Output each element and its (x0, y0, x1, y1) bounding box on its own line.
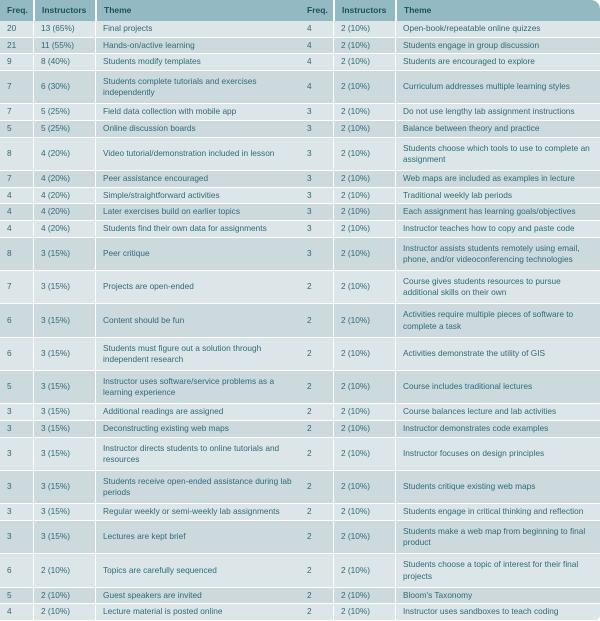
cell-freq: 2 (307, 381, 312, 392)
table-row (0, 521, 300, 554)
table-header-row-left (0, 0, 300, 21)
cell-freq: 2 (307, 314, 312, 325)
cell-instructors: 2 (10%) (333, 71, 395, 103)
table-row (0, 138, 300, 171)
cell-instructors: 2 (10%) (333, 54, 395, 70)
cell-theme-text: Do not use lengthy lab assignment instructions (403, 106, 575, 117)
cell-theme-text: Students critique existing web maps (403, 481, 536, 492)
cell-instructors: 4 (20%) (33, 171, 95, 187)
cell-freq: 6 (7, 314, 12, 325)
cell-instructors: 3 (15%) (33, 521, 95, 553)
column-header-instructors-left: Instructors (33, 0, 95, 21)
table-row (0, 21, 300, 38)
cell-freq: 3 (307, 189, 312, 200)
cell-freq: 20 (7, 23, 17, 34)
table-row (300, 554, 600, 588)
cell-theme-text: Each assignment has learning goals/objectives (403, 206, 576, 217)
cell-freq: 3 (7, 423, 12, 434)
cell-theme-text: Instructor assists students remotely using email, phone, and/or videoconferencing technologies (403, 242, 580, 264)
cell-theme (395, 338, 600, 370)
table-row (0, 504, 300, 521)
column-header-freq-right: Freq. (307, 5, 328, 15)
cell-freq: 2 (307, 589, 312, 600)
cell-instructors: 2 (10%) (333, 271, 395, 303)
cell-theme (95, 54, 300, 70)
cell-theme (95, 521, 300, 553)
cell-instructors: 2 (10%) (333, 38, 395, 53)
cell-theme (395, 438, 600, 470)
cell-theme-text: Instructor focuses on design principles (403, 448, 545, 459)
cell-instructors: 2 (10%) (333, 421, 395, 437)
cell-theme (395, 554, 600, 587)
cell-instructors: 5 (25%) (33, 121, 95, 137)
table-row (300, 38, 600, 54)
cell-theme (395, 38, 600, 53)
cell-theme-text: Lectures are kept brief (103, 531, 186, 542)
cell-theme-text: Students find their own data for assignments (103, 223, 267, 234)
cell-instructors: 4 (20%) (33, 221, 95, 237)
cell-freq: 5 (7, 381, 12, 392)
table-row (0, 188, 300, 204)
cell-theme-text: Traditional weekly lab periods (403, 189, 512, 200)
table-row (0, 554, 300, 588)
cell-freq: 5 (7, 123, 12, 134)
table-row (300, 71, 600, 104)
cell-instructors: 2 (10%) (333, 588, 395, 603)
cell-theme-text: Video tutorial/demonstration included in lesson (103, 148, 275, 159)
cell-instructors: 2 (10%) (33, 588, 95, 603)
cell-theme (95, 604, 300, 620)
cell-theme-text: Curriculum addresses multiple learning styles (403, 81, 570, 92)
cell-theme (95, 171, 300, 187)
column-header-instructors-right: Instructors (333, 0, 395, 21)
cell-theme-text: Course gives students resources to pursue additional skills on their own (403, 275, 561, 297)
table-row (300, 604, 600, 621)
cell-instructors: 2 (10%) (333, 188, 395, 203)
cell-theme (395, 521, 600, 553)
cell-theme-text: Activities require multiple pieces of software to complete a task (403, 309, 574, 331)
cell-freq: 8 (7, 148, 12, 159)
table-row (0, 238, 300, 271)
cell-instructors: 2 (10%) (333, 138, 395, 170)
cell-freq: 3 (307, 173, 312, 184)
cell-freq: 4 (7, 189, 12, 200)
table-row (0, 588, 300, 604)
cell-theme (95, 471, 300, 503)
table-row (300, 188, 600, 204)
table-row (0, 371, 300, 404)
cell-theme-text: Instructor uses software/service problems as a learning experience (103, 375, 275, 397)
cell-theme-text: Field data collection with mobile app (103, 106, 237, 117)
cell-freq: 2 (307, 448, 312, 459)
table-row (300, 438, 600, 471)
table-row (0, 121, 300, 138)
cell-freq: 4 (7, 606, 12, 617)
cell-instructors: 2 (10%) (33, 554, 95, 587)
cell-theme-text: Regular weekly or semi-weekly lab assignments (103, 506, 280, 517)
cell-theme-text: Students must figure out a solution through independent research (103, 342, 262, 364)
cell-theme (95, 138, 300, 170)
cell-theme (395, 104, 600, 120)
cell-instructors: 3 (15%) (33, 421, 95, 437)
cell-theme (95, 588, 300, 603)
cell-freq: 2 (307, 564, 312, 575)
cell-theme (95, 121, 300, 137)
cell-theme (395, 371, 600, 403)
table-row (0, 404, 300, 421)
table-row (0, 71, 300, 104)
cell-instructors: 3 (15%) (33, 504, 95, 520)
cell-freq: 3 (7, 481, 12, 492)
cell-instructors: 2 (10%) (333, 521, 395, 553)
cell-theme (395, 21, 600, 37)
cell-theme-text: Students make a web map from beginning to final product (403, 525, 586, 547)
cell-freq: 3 (307, 106, 312, 117)
cell-instructors: 3 (15%) (33, 304, 95, 337)
cell-theme-text: Projects are open-ended (103, 281, 194, 292)
cell-theme-text: Later exercises build on earlier topics (103, 206, 240, 217)
cell-theme-text: Open-book/repeatable online quizzes (403, 23, 541, 34)
cell-theme-text: Web maps are included as examples in lecture (403, 173, 575, 184)
cell-freq: 2 (307, 406, 312, 417)
cell-instructors: 3 (15%) (33, 238, 95, 270)
cell-theme-text: Students choose which tools to use to complete an assignment (403, 142, 590, 164)
cell-instructors: 3 (15%) (33, 371, 95, 403)
cell-theme-text: Instructor demonstrates code examples (403, 423, 549, 434)
cell-instructors: 5 (25%) (33, 104, 95, 120)
cell-theme (395, 221, 600, 237)
cell-theme-text: Deconstructing existing web maps (103, 423, 229, 434)
cell-theme-text: Online discussion boards (103, 123, 196, 134)
cell-freq: 7 (7, 106, 12, 117)
cell-instructors: 2 (10%) (33, 604, 95, 620)
cell-theme-text: Students complete tutorials and exercises independently (103, 75, 257, 97)
cell-theme (95, 304, 300, 337)
table-body-right (300, 21, 600, 621)
cell-theme-text: Course balances lecture and lab activities (403, 406, 557, 417)
cell-instructors: 6 (30%) (33, 71, 95, 103)
cell-theme-text: Instructor uses sandboxes to teach coding (403, 606, 559, 617)
cell-theme-text: Balance between theory and practice (403, 123, 540, 134)
cell-theme-text: Lecture material is posted online (103, 606, 223, 617)
cell-theme (395, 71, 600, 103)
table-row (300, 271, 600, 304)
cell-theme (95, 204, 300, 220)
cell-instructors: 2 (10%) (333, 304, 395, 337)
cell-theme (95, 188, 300, 203)
cell-freq: 7 (7, 173, 12, 184)
cell-freq: 4 (307, 39, 312, 50)
cell-theme (395, 204, 600, 220)
cell-instructors: 2 (10%) (333, 554, 395, 587)
cell-freq: 5 (7, 589, 12, 600)
cell-freq: 3 (307, 123, 312, 134)
cell-theme-text: Final projects (103, 23, 153, 34)
cell-theme (395, 238, 600, 270)
cell-instructors: 2 (10%) (333, 471, 395, 503)
table-row (300, 304, 600, 338)
cell-freq: 2 (307, 281, 312, 292)
cell-freq: 3 (7, 506, 12, 517)
cell-freq: 3 (7, 406, 12, 417)
table-row (0, 421, 300, 438)
cell-instructors: 2 (10%) (333, 104, 395, 120)
table-row (0, 604, 300, 621)
cell-theme (395, 121, 600, 137)
cell-freq: 9 (7, 56, 12, 67)
cell-theme (95, 71, 300, 103)
cell-theme (395, 138, 600, 170)
cell-theme (395, 471, 600, 503)
table-row (0, 271, 300, 304)
cell-theme (95, 104, 300, 120)
cell-theme (395, 404, 600, 420)
column-header-theme-right: Theme (395, 0, 600, 21)
table-row (300, 521, 600, 554)
cell-theme (95, 271, 300, 303)
cell-instructors: 2 (10%) (333, 171, 395, 187)
cell-freq: 6 (7, 348, 12, 359)
cell-theme (395, 171, 600, 187)
cell-theme-text: Peer critique (103, 248, 150, 259)
cell-theme-text: Students choose a topic of interest for their final projects (403, 559, 579, 581)
cell-theme (95, 554, 300, 587)
table-half-right (300, 0, 600, 621)
table-row (300, 421, 600, 438)
cell-theme-text: Activities demonstrate the utility of GIS (403, 348, 546, 359)
cell-instructors: 2 (10%) (333, 238, 395, 270)
cell-theme-text: Content should be fun (103, 314, 185, 325)
cell-instructors: 13 (65%) (33, 21, 95, 37)
table-row (300, 338, 600, 371)
cell-freq: 4 (307, 81, 312, 92)
cell-freq: 3 (307, 223, 312, 234)
cell-instructors: 2 (10%) (333, 371, 395, 403)
table-header-row-right (300, 0, 600, 21)
column-header-theme-left: Theme (95, 0, 300, 21)
cell-theme-text: Students receive open-ended assistance during lab periods (103, 475, 292, 497)
cell-freq: 2 (307, 423, 312, 434)
cell-theme-text: Peer assistance encouraged (103, 173, 209, 184)
cell-theme (95, 238, 300, 270)
cell-theme (395, 304, 600, 337)
cell-instructors: 2 (10%) (333, 121, 395, 137)
cell-freq: 21 (7, 39, 17, 50)
table-row (300, 238, 600, 271)
cell-freq: 2 (307, 348, 312, 359)
cell-instructors: 2 (10%) (333, 204, 395, 220)
cell-theme-text: Students modify templates (103, 56, 201, 67)
cell-instructors: 2 (10%) (333, 404, 395, 420)
cell-theme (395, 188, 600, 203)
cell-theme-text: Students are encouraged to explore (403, 56, 535, 67)
cell-theme-text: Course includes traditional lectures (403, 381, 533, 392)
cell-freq: 3 (7, 531, 12, 542)
cell-freq: 4 (307, 23, 312, 34)
cell-theme-text: Students engage in critical thinking and reflection (403, 506, 584, 517)
cell-freq: 3 (307, 206, 312, 217)
cell-theme (95, 421, 300, 437)
cell-theme (395, 604, 600, 620)
table-row (300, 221, 600, 238)
cell-theme (95, 371, 300, 403)
table-row (0, 221, 300, 238)
cell-instructors: 3 (15%) (33, 438, 95, 470)
table-row (0, 104, 300, 121)
cell-theme-text: Topics are carefully sequenced (103, 564, 217, 575)
cell-theme (395, 504, 600, 520)
cell-freq: 3 (7, 448, 12, 459)
table-row (300, 171, 600, 188)
table-body-left (0, 21, 300, 621)
cell-theme (95, 38, 300, 53)
cell-freq: 2 (307, 531, 312, 542)
cell-instructors: 2 (10%) (333, 221, 395, 237)
table-row (0, 438, 300, 471)
cell-theme (395, 271, 600, 303)
table-row (300, 138, 600, 171)
table-row (0, 171, 300, 188)
table-row (300, 104, 600, 121)
cell-freq: 2 (307, 506, 312, 517)
cell-theme-text: Students engage in group discussion (403, 39, 540, 50)
cell-theme-text: Instructor directs students to online tutorials and resources (103, 442, 280, 464)
table-row (0, 338, 300, 371)
table-row (300, 21, 600, 38)
cell-instructors: 3 (15%) (33, 471, 95, 503)
cell-instructors: 2 (10%) (333, 604, 395, 620)
cell-instructors: 8 (40%) (33, 54, 95, 70)
table-row (300, 404, 600, 421)
cell-theme-text: Additional readings are assigned (103, 406, 224, 417)
cell-theme-text: Instructor teaches how to copy and paste code (403, 223, 575, 234)
table-row (300, 204, 600, 221)
cell-freq: 4 (7, 223, 12, 234)
cell-instructors: 4 (20%) (33, 204, 95, 220)
cell-theme (95, 338, 300, 370)
table-row (300, 54, 600, 71)
cell-freq: 2 (307, 481, 312, 492)
cell-theme-text: Hands-on/active learning (103, 39, 195, 50)
table-row (300, 121, 600, 138)
cell-instructors: 4 (20%) (33, 138, 95, 170)
cell-theme (95, 438, 300, 470)
table-row (300, 504, 600, 521)
table-row (300, 471, 600, 504)
cell-instructors: 3 (15%) (33, 404, 95, 420)
cell-freq: 6 (7, 564, 12, 575)
cell-freq: 8 (7, 248, 12, 259)
table-row (0, 471, 300, 504)
cell-theme (95, 404, 300, 420)
cell-instructors: 2 (10%) (333, 438, 395, 470)
column-header-freq-left: Freq. (7, 5, 28, 15)
table-row (0, 54, 300, 71)
table-row (300, 588, 600, 604)
cell-freq: 3 (307, 148, 312, 159)
table-row (0, 304, 300, 338)
cell-theme (95, 504, 300, 520)
cell-freq: 2 (307, 606, 312, 617)
cell-freq: 3 (307, 248, 312, 259)
cell-theme (95, 21, 300, 37)
table-row (0, 204, 300, 221)
cell-freq: 4 (307, 56, 312, 67)
cell-freq: 4 (7, 206, 12, 217)
cell-theme-text: Bloom's Taxonomy (403, 589, 473, 600)
cell-theme-text: Guest speakers are invited (103, 589, 202, 600)
cell-freq: 7 (7, 281, 12, 292)
cell-theme (395, 54, 600, 70)
cell-instructors: 2 (10%) (333, 21, 395, 37)
cell-instructors: 2 (10%) (333, 338, 395, 370)
table-row (0, 38, 300, 54)
cell-instructors: 3 (15%) (33, 271, 95, 303)
cell-theme (95, 221, 300, 237)
cell-instructors: 11 (55%) (33, 38, 95, 53)
cell-theme (395, 421, 600, 437)
cell-instructors: 4 (20%) (33, 188, 95, 203)
cell-instructors: 3 (15%) (33, 338, 95, 370)
cell-freq: 7 (7, 81, 12, 92)
cell-theme-text: Simple/straightforward activities (103, 189, 220, 200)
cell-instructors: 2 (10%) (333, 504, 395, 520)
table-row (300, 371, 600, 404)
cell-theme (395, 588, 600, 603)
